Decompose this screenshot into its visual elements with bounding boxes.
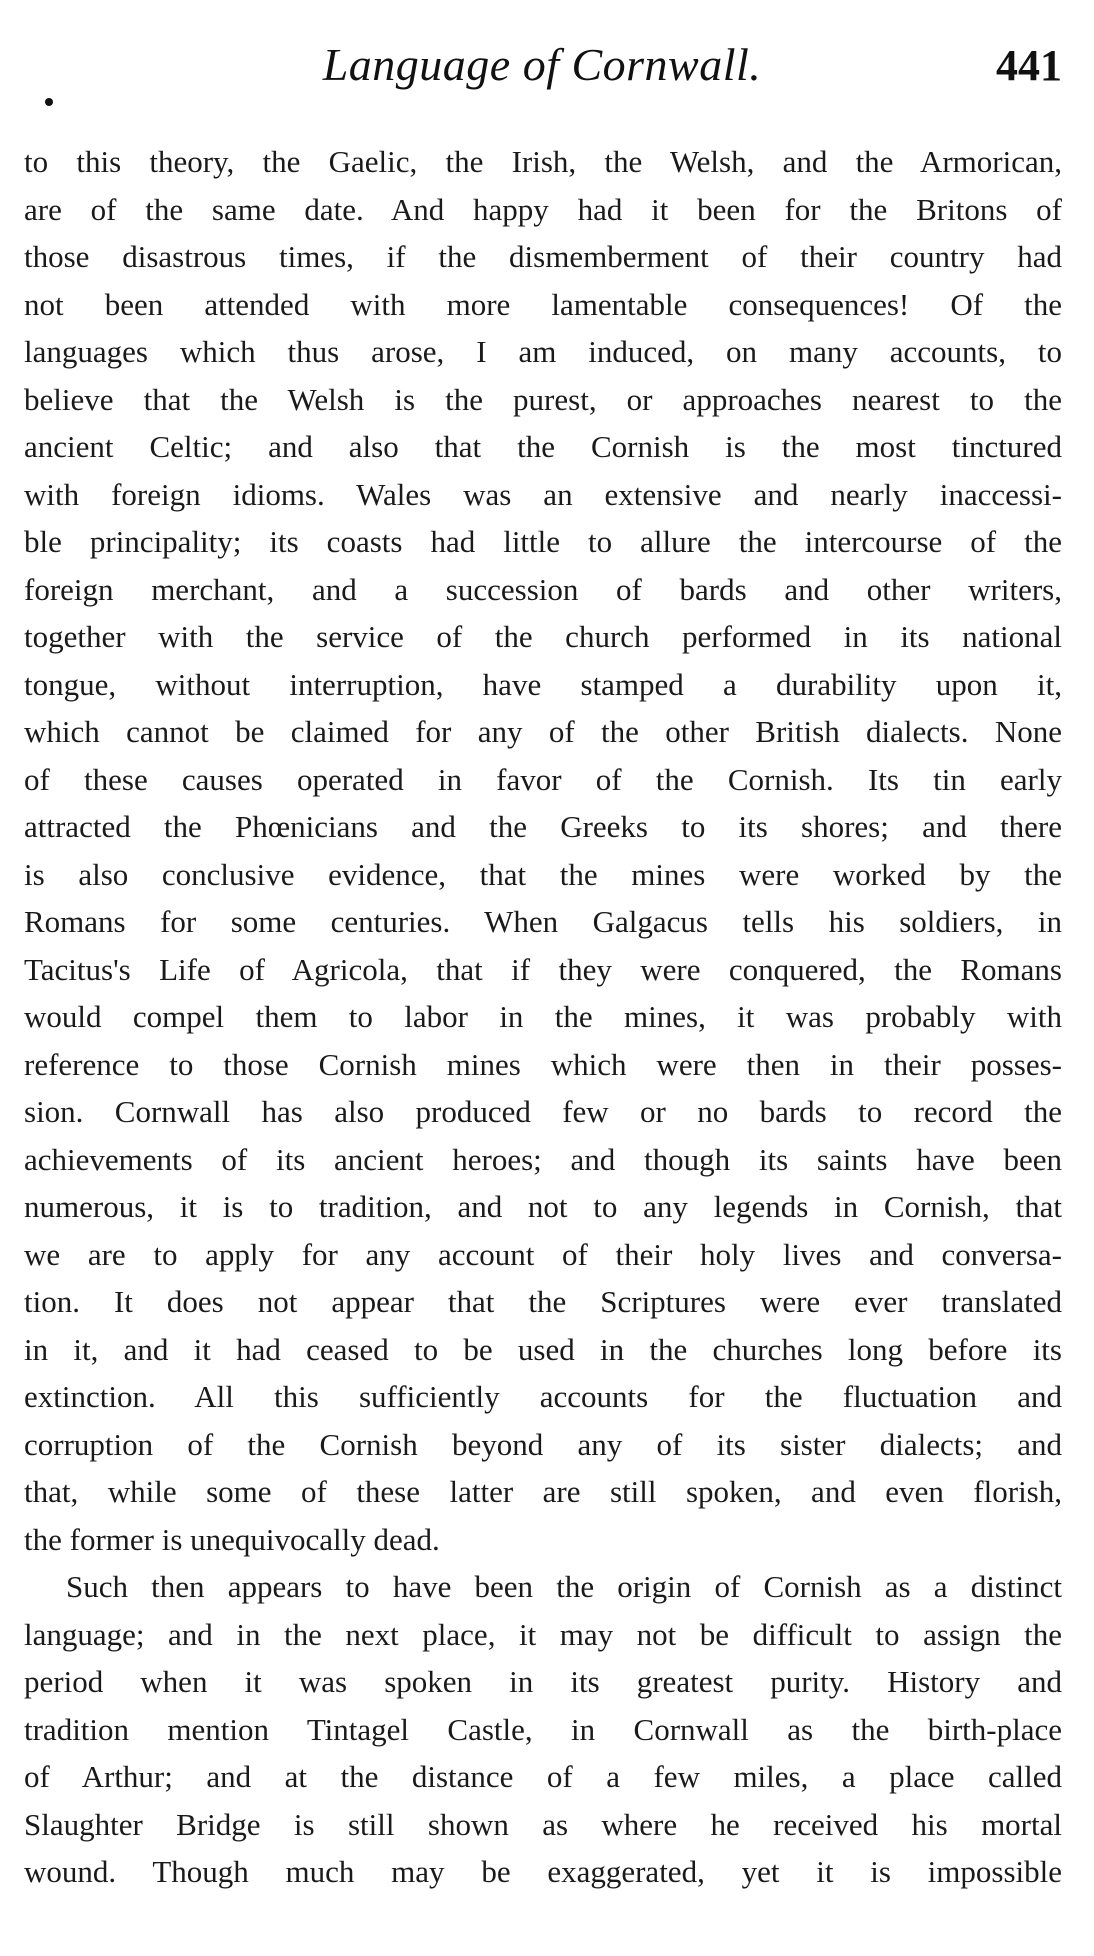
text-line: which cannot be claimed for any of the other British dialects. None [24, 714, 1062, 749]
text-line: reference to those Cornish mines which were then in their posses- [24, 1046, 1062, 1082]
text-line: wound. Though much may be exaggerated, yet it is impossible [24, 1854, 1062, 1889]
text-line: corruption of the Cornish beyond any of its sister dialects; and [24, 1426, 1062, 1462]
body-text [24, 138, 1062, 1896]
text-line: that, while some of these latter are still spoken, and even florish, [24, 1474, 1062, 1509]
text-line: would compel them to labor in the mines, it was probably with [24, 999, 1062, 1034]
text-line: achievements of its ancient heroes; and though its saints have been [24, 1141, 1062, 1177]
text-line: Slaughter Bridge is still shown as where he received his mortal [24, 1806, 1062, 1842]
text-line: ble principality; its coasts had little to allure the intercourse of the [24, 524, 1062, 559]
text-line: language; and in the next place, it may not be difficult to assign the [24, 1616, 1062, 1652]
text-line: ancient Celtic; and also that the Cornish is the most tinctured [24, 429, 1062, 464]
text-line: the former is unequivocally dead. [24, 1521, 440, 1557]
text-line: of these causes operated in favor of the Cornish. Its tin early [24, 761, 1062, 797]
text-line: in it, and it had ceased to be used in the churches long before its [24, 1331, 1062, 1367]
page-header [22, 30, 1062, 100]
text-line: those disastrous times, if the dismemberment of their country had [24, 239, 1062, 274]
text-line: Tacitus's Life of Agricola, that if they were conquered, the Romans [24, 951, 1062, 987]
page-number: 441 [996, 41, 1062, 90]
text-line: attracted the Phœnicians and the Greeks to its shores; and there [24, 809, 1062, 844]
text-line: languages which thus arose, I am induced, on many accounts, to [24, 334, 1062, 369]
text-line: to this theory, the Gaelic, the Irish, the Welsh, and the Armorican, [24, 144, 1062, 179]
text-line: foreign merchant, and a succession of bards and other writers, [24, 571, 1062, 607]
text-line: of Arthur; and at the distance of a few miles, a place called [24, 1759, 1062, 1794]
text-line: Romans for some centuries. When Galgacus tells his soldiers, in [24, 904, 1062, 939]
text-line: we are to apply for any account of their holy lives and conversa- [24, 1236, 1062, 1272]
running-title: Language of Cornwall. [322, 39, 762, 90]
ink-speck [45, 98, 53, 106]
text-line: believe that the Welsh is the purest, or approaches nearest to the [24, 381, 1062, 417]
text-line: numerous, it is to tradition, and not to any legends in Cornish, that [24, 1189, 1062, 1224]
text-line: tion. It does not appear that the Scriptures were ever translated [24, 1284, 1062, 1319]
text-line: not been attended with more lamentable consequences! Of the [24, 286, 1062, 322]
text-line: extinction. All this sufficiently accounts for the fluctuation and [24, 1379, 1062, 1414]
text-line: sion. Cornwall has also produced few or no bards to record the [24, 1094, 1062, 1129]
text-line: are of the same date. And happy had it been for the Britons of [24, 191, 1062, 227]
text-line: together with the service of the church performed in its national [24, 619, 1062, 654]
text-line: period when it was spoken in its greatest purity. History and [24, 1664, 1062, 1699]
text-line: is also conclusive evidence, that the mines were worked by the [24, 856, 1062, 892]
text-line: tongue, without interruption, have stamped a durability upon it, [24, 666, 1062, 702]
text-line: with foreign idioms. Wales was an extensive and nearly inaccessi- [24, 476, 1062, 512]
paragraph-start-line: Such then appears to have been the origin of Cornish as a distinct [66, 1569, 1062, 1604]
text-line: tradition mention Tintagel Castle, in Cornwall as the birth-place [24, 1711, 1062, 1747]
